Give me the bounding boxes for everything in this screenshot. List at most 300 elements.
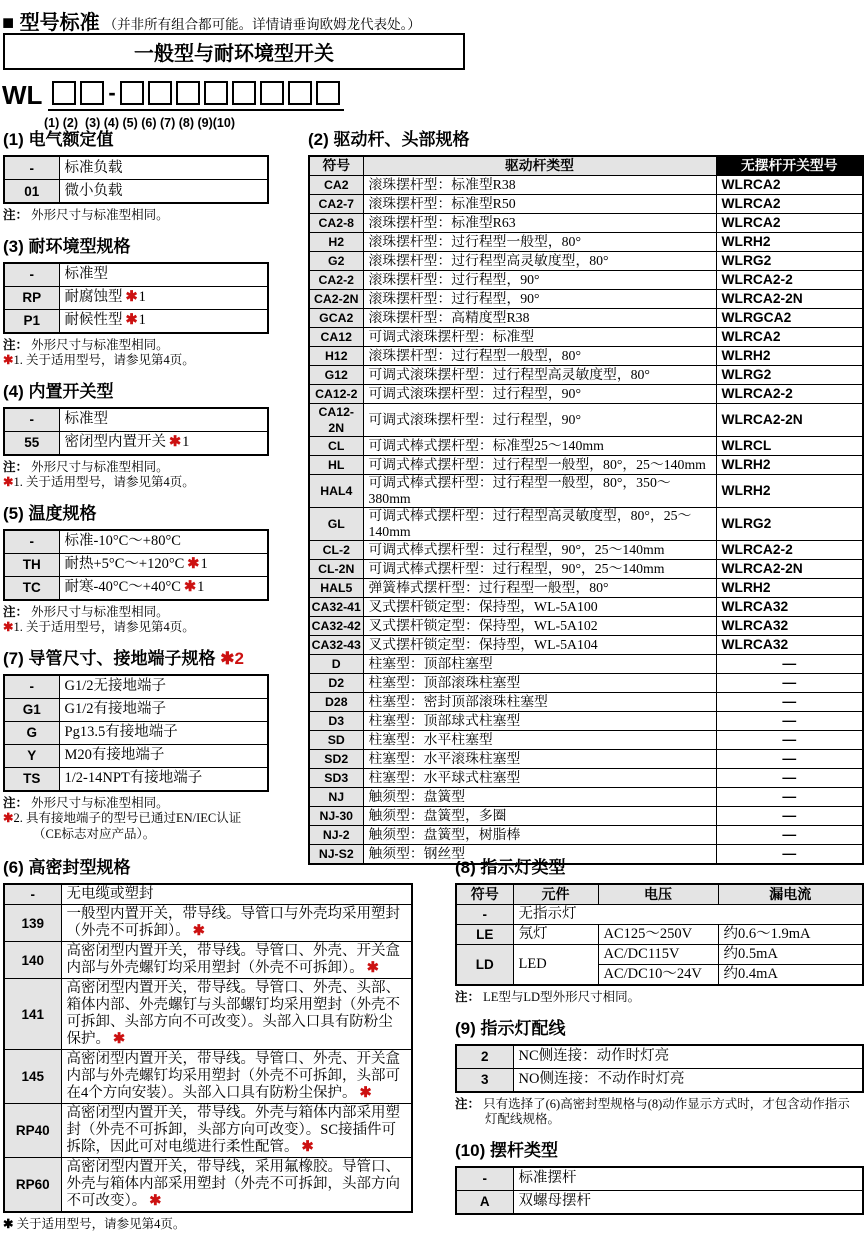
code-cell: - — [4, 408, 59, 432]
asterisk-number: 1 — [138, 289, 146, 305]
model-number-line — [2, 80, 344, 111]
text-segment: 外形尺寸与标准型相同。 — [28, 208, 169, 222]
value-cell: 触须型：盘簧型 — [363, 788, 716, 807]
page-title-note: （并非所有组合都可能。详情请垂询欧姆龙代表处。） — [103, 17, 421, 32]
table-row — [309, 156, 863, 176]
code-cell: RP60 — [4, 1158, 61, 1213]
value-cell: WLRCA2-2N — [716, 290, 863, 309]
code-cell: CL-2N — [309, 560, 363, 579]
value-cell: 柱塞型：水平柱塞型 — [363, 731, 716, 750]
code-cell: - — [4, 884, 61, 905]
table-row — [309, 456, 863, 475]
asterisk-marker: ✱ — [187, 556, 200, 572]
value-cell: WLRCA32 — [716, 598, 863, 617]
table-row — [4, 156, 268, 180]
note-line — [3, 811, 303, 827]
text-segment: 注： — [455, 990, 481, 1004]
table-row — [309, 271, 863, 290]
note-line — [3, 620, 303, 636]
value-cell: WLRH2 — [716, 456, 863, 475]
section-title-s2 — [308, 130, 862, 150]
note-line — [3, 353, 303, 369]
value-cell: 可调式棒式摆杆型：过行程型，90°，25～140mm — [363, 541, 716, 560]
code-cell: P1 — [4, 309, 59, 333]
code-cell: - — [4, 675, 59, 699]
section-s2 — [308, 130, 862, 865]
note-line — [3, 827, 303, 843]
text-segment: 注： — [3, 337, 29, 352]
value-cell: AC125～250V — [598, 925, 718, 945]
value-cell: 可调式滚珠摆杆型：过行程型高灵敏度型，80° — [363, 366, 716, 385]
asterisk-marker: ✱ — [149, 1193, 162, 1209]
value-cell: 可调式棒式摆杆型：过行程型一般型，80°，350～380mm — [363, 475, 716, 508]
section-title-s9 — [455, 1019, 862, 1039]
table-row — [309, 252, 863, 271]
table-row — [309, 290, 863, 309]
table-row — [4, 408, 268, 432]
table-row — [4, 576, 268, 600]
value-cell: 高密闭型内置开关，带导线。导管口、外壳、头部、箱体内部、外壳螺钉与头部螺钉均采用塑封（外壳不可拆卸、头部方向不可改变）。头部入口具有防粉尘保护。 ✱ — [61, 979, 412, 1050]
value-cell: 滚珠摆杆型：过行程型高灵敏度型，80° — [363, 252, 716, 271]
section-s6 — [3, 858, 415, 1233]
text-segment: 1. 关于适用型号，请参见第4页。 — [13, 620, 195, 634]
value-cell: WLRH2 — [716, 475, 863, 508]
value-cell: 耐候性型 ✱1 — [59, 309, 268, 333]
text-segment: 外形尺寸与标准型相同。 — [28, 337, 169, 352]
value-cell: — — [716, 807, 863, 826]
asterisk-marker: ✱ — [301, 1139, 314, 1155]
table-row — [4, 180, 268, 204]
text-segment: 1. 关于适用型号，请参见第4页。 — [13, 475, 195, 489]
table-row — [309, 617, 863, 636]
value-cell: 标准型 — [59, 263, 268, 287]
table-row — [309, 214, 863, 233]
value-cell: WLRCA2 — [716, 195, 863, 214]
value-cell: WLRCA2-2 — [716, 541, 863, 560]
section-title-s10 — [455, 1141, 862, 1161]
asterisk-marker: ✱ — [359, 1085, 372, 1101]
value-cell: — — [716, 693, 863, 712]
asterisk-marker: ✱ — [3, 620, 14, 634]
value-cell: WLRCA2-2 — [716, 385, 863, 404]
table-row — [4, 721, 268, 744]
text-segment: ✱ — [3, 1217, 14, 1231]
text-segment: (6) 高密封型规格 — [3, 858, 131, 877]
note-line — [3, 1217, 415, 1233]
asterisk-marker: ✱ — [125, 312, 138, 328]
text-segment: (4) 内置开关型 — [3, 381, 114, 401]
model-digit-box — [232, 81, 256, 105]
code-cell: GL — [309, 508, 363, 541]
header-cell: 漏电流 — [718, 884, 863, 905]
value-cell: Pg13.5有接地端子 — [59, 721, 268, 744]
text-segment: 外形尺寸与标准型相同。 — [28, 604, 169, 619]
value-cell: 可调式棒式摆杆型：标准型25～140mm — [363, 437, 716, 456]
table-row — [309, 309, 863, 328]
table-row — [309, 807, 863, 826]
table-s10 — [455, 1166, 864, 1215]
section-notes-s9 — [455, 1097, 862, 1128]
code-cell: - — [456, 905, 513, 925]
table-row — [4, 884, 412, 905]
table-row — [4, 1104, 412, 1158]
value-cell: 无电缆或塑封 — [61, 884, 412, 905]
value-cell: 滚珠摆杆型：过行程型，90° — [363, 271, 716, 290]
code-cell: - — [456, 1167, 513, 1191]
table-row — [309, 176, 863, 195]
value-cell: 微小负载 — [59, 180, 268, 204]
table-row — [456, 1190, 863, 1214]
value-cell: 柱塞型：密封顶部滚珠柱塞型 — [363, 693, 716, 712]
category-banner-label: 一般型与耐环境型开关 — [134, 43, 334, 65]
value-cell: — — [716, 769, 863, 788]
code-cell: Y — [4, 744, 59, 767]
code-cell: H2 — [309, 233, 363, 252]
value-cell: WLRCA2-2 — [716, 271, 863, 290]
code-cell: 140 — [4, 942, 61, 979]
table-row — [456, 1045, 863, 1069]
table-row — [4, 675, 268, 699]
header-cell: 电压 — [598, 884, 718, 905]
table-row — [309, 788, 863, 807]
section-s1 — [3, 130, 303, 224]
code-cell: D28 — [309, 693, 363, 712]
model-prefix: WL — [2, 80, 43, 110]
code-cell: D2 — [309, 674, 363, 693]
table-row — [309, 674, 863, 693]
table-row — [309, 826, 863, 845]
page-title: ■ 型号标准 — [2, 12, 100, 34]
code-cell: A — [456, 1190, 513, 1214]
value-cell: 1/2-14NPT有接地端子 — [59, 767, 268, 791]
value-cell: 滚珠摆杆型：标准型R63 — [363, 214, 716, 233]
table-row — [4, 530, 268, 554]
code-cell: TC — [4, 576, 59, 600]
header-cell: 符号 — [456, 884, 513, 905]
value-cell: WLRCL — [716, 437, 863, 456]
table-row — [4, 905, 412, 942]
code-cell: CA2 — [309, 176, 363, 195]
section-notes-s1 — [3, 208, 303, 224]
text-segment: 注： — [3, 795, 29, 810]
value-cell: WLRGCA2 — [716, 309, 863, 328]
code-cell: HAL5 — [309, 579, 363, 598]
table-row — [309, 366, 863, 385]
table-s8 — [455, 883, 864, 986]
value-cell: 触须型：盘簧型，树脂棒 — [363, 826, 716, 845]
code-cell: SD2 — [309, 750, 363, 769]
asterisk-marker: ✱ — [3, 811, 14, 825]
table-row — [309, 579, 863, 598]
table-s5 — [3, 529, 269, 601]
value-cell: NC侧连接：动作时灯亮 — [513, 1045, 863, 1069]
code-cell: LE — [456, 925, 513, 945]
code-cell: D — [309, 655, 363, 674]
table-row — [4, 979, 412, 1050]
value-cell: 滚珠摆杆型：过行程型一般型，80° — [363, 347, 716, 366]
note-line — [3, 605, 303, 621]
table-row — [456, 1068, 863, 1092]
value-cell: 柱塞型：水平球式柱塞型 — [363, 769, 716, 788]
section-title-s3 — [3, 237, 303, 257]
value-cell: 约0.6～1.9mA — [718, 925, 863, 945]
table-s2 — [308, 155, 864, 865]
section-s9 — [455, 1019, 862, 1128]
text-segment: (10) 摆杆类型 — [455, 1140, 558, 1160]
table-s6 — [3, 883, 413, 1213]
table-row — [309, 750, 863, 769]
value-cell: 氖灯 — [513, 925, 598, 945]
value-cell: 滚珠摆杆型：标准型R38 — [363, 176, 716, 195]
code-cell: TH — [4, 553, 59, 576]
code-cell: SD3 — [309, 769, 363, 788]
table-row — [309, 195, 863, 214]
text-segment: 外形尺寸与标准型相同。 — [28, 459, 169, 474]
value-cell: 标准-10°C～+80°C — [59, 530, 268, 554]
section-notes-s4 — [3, 460, 303, 491]
value-cell: WLRH2 — [716, 347, 863, 366]
value-cell: 叉式摆杆锁定型：保持型，WL-5A104 — [363, 636, 716, 655]
code-cell: CA12-2N — [309, 404, 363, 437]
model-digit-box — [148, 81, 172, 105]
table-row — [309, 731, 863, 750]
value-cell: 高密闭型内置开关，带导线。外壳与箱体内部采用塑封（外壳不可拆卸，头部方向可改变）。SC接插件可拆除，因此可对电缆进行柔性配管。 ✱ — [61, 1104, 412, 1158]
section-s4 — [3, 382, 303, 491]
code-cell: HL — [309, 456, 363, 475]
text-segment: 只有选择了(6)高密封型规格与(8)动作显示方式时，才包含动作指示灯配线规格。 — [480, 1096, 850, 1126]
section-title-s7 — [3, 649, 303, 669]
value-cell: 滚珠摆杆型：标准型R50 — [363, 195, 716, 214]
value-cell: 可调式棒式摆杆型：过行程型高灵敏度型，80°，25～140mm — [363, 508, 716, 541]
header-cell: 符号 — [309, 156, 363, 176]
value-cell: WLRG2 — [716, 508, 863, 541]
code-cell: CA32-42 — [309, 617, 363, 636]
model-digit-labels: (1) (2) (3) (4) (5) (6) (7) (8) (9)(10) — [44, 116, 235, 130]
table-row — [4, 942, 412, 979]
section-title-s5 — [3, 504, 303, 524]
block-top-left — [3, 130, 303, 855]
value-cell: — — [716, 845, 863, 865]
table-row — [309, 655, 863, 674]
text-segment: (8) 指示灯类型 — [455, 858, 566, 877]
code-cell: NJ — [309, 788, 363, 807]
value-cell: 高密闭型内置开关，带导线，采用氟橡胶。导管口、外壳与箱体内部采用塑封（外壳不可拆卸，头部方向不可改变）。 ✱ — [61, 1158, 412, 1213]
model-digit-box — [260, 81, 284, 105]
table-row — [4, 309, 268, 333]
value-cell: G1/2有接地端子 — [59, 698, 268, 721]
code-cell: 01 — [4, 180, 59, 204]
value-cell: 柱塞型：顶部柱塞型 — [363, 655, 716, 674]
asterisk-marker: ✱ — [192, 923, 205, 939]
value-cell: 标准摆杆 — [513, 1167, 863, 1191]
code-cell: NJ-S2 — [309, 845, 363, 865]
table-s7 — [3, 674, 269, 792]
value-cell: 滚珠摆杆型：高精度型R38 — [363, 309, 716, 328]
code-cell: LD — [456, 945, 513, 986]
section-s8 — [455, 858, 862, 1006]
block-bottom-right — [455, 858, 862, 1228]
text-segment: LE型与LD型外形尺寸相同。 — [480, 990, 641, 1004]
text-segment: （CE标志对应产品）。 — [33, 826, 156, 841]
value-cell: 柱塞型：顶部滚珠柱塞型 — [363, 674, 716, 693]
value-cell: WLRCA32 — [716, 636, 863, 655]
code-cell: CA12 — [309, 328, 363, 347]
code-cell: GCA2 — [309, 309, 363, 328]
text-segment: 1. 关于适用型号，请参见第4页。 — [13, 353, 195, 367]
code-cell: 55 — [4, 431, 59, 455]
section-title-s1 — [3, 130, 303, 150]
value-cell: — — [716, 674, 863, 693]
header-cell: 驱动杆类型 — [363, 156, 716, 176]
code-cell: - — [4, 530, 59, 554]
table-row — [309, 541, 863, 560]
value-cell: WLRCA2-2N — [716, 404, 863, 437]
value-cell: 高密闭型内置开关，带导线。导管口、外壳、开关盒内部与外壳螺钉均采用塑封（外壳不可拆卸，头部可在4个方向安装）。头部入口具有防粉尘保护。 ✱ — [61, 1050, 412, 1104]
value-cell: 滚珠摆杆型：过行程型，90° — [363, 290, 716, 309]
section-s10 — [455, 1141, 862, 1215]
value-cell: 可调式滚珠摆杆型：过行程型，90° — [363, 385, 716, 404]
value-cell: 可调式棒式摆杆型：过行程型，90°，25～140mm — [363, 560, 716, 579]
value-cell: WLRCA2 — [716, 176, 863, 195]
section-s5 — [3, 504, 303, 636]
table-row — [4, 286, 268, 309]
value-cell: 柱塞型：顶部球式柱塞型 — [363, 712, 716, 731]
value-cell: 可调式滚珠摆杆型：标准型 — [363, 328, 716, 347]
text-segment: (7) 导管尺寸、接地端子规格 — [3, 648, 221, 668]
section-notes-s6 — [3, 1217, 415, 1233]
table-row — [309, 693, 863, 712]
value-cell: AC/DC10～24V — [598, 965, 718, 986]
value-cell: 耐热+5°C～+120°C ✱1 — [59, 553, 268, 576]
value-cell: 标准型 — [59, 408, 268, 432]
table-s1 — [3, 155, 269, 204]
value-cell: — — [716, 655, 863, 674]
value-cell: 无指示灯 — [513, 905, 863, 925]
text-segment: 注： — [3, 604, 29, 619]
code-cell: - — [4, 263, 59, 287]
table-row — [456, 884, 863, 905]
code-cell: SD — [309, 731, 363, 750]
section-notes-s3 — [3, 338, 303, 369]
table-row — [309, 385, 863, 404]
section-s7 — [3, 649, 303, 843]
section-notes-s5 — [3, 605, 303, 636]
header-cell: 无摆杆开关型号 — [716, 156, 863, 176]
model-digit-box — [288, 81, 312, 105]
code-cell: HAL4 — [309, 475, 363, 508]
note-line — [3, 475, 303, 491]
table-row — [309, 560, 863, 579]
asterisk-marker: ✱ — [169, 434, 182, 450]
asterisk-number: 1 — [200, 556, 208, 572]
asterisk-marker: ✱ — [113, 1031, 126, 1047]
table-row — [309, 328, 863, 347]
table-row — [309, 233, 863, 252]
value-cell: 可调式滚珠摆杆型：过行程型，90° — [363, 404, 716, 437]
table-row — [309, 712, 863, 731]
table-row — [309, 769, 863, 788]
asterisk-number: 1 — [197, 579, 205, 595]
note-line — [3, 460, 303, 476]
value-cell: LED — [513, 945, 598, 986]
code-cell: CA2-8 — [309, 214, 363, 233]
code-cell: G12 — [309, 366, 363, 385]
asterisk-marker: ✱ — [3, 353, 14, 367]
section-title-s6 — [3, 858, 415, 878]
table-s4 — [3, 407, 269, 456]
value-cell: WLRG2 — [716, 366, 863, 385]
table-row — [4, 263, 268, 287]
table-row — [309, 404, 863, 437]
value-cell: WLRCA32 — [716, 617, 863, 636]
asterisk-marker: ✱2 — [220, 648, 244, 668]
model-digit-box — [80, 81, 104, 105]
asterisk-number: 1 — [182, 434, 190, 450]
table-row — [4, 1050, 412, 1104]
model-boxes — [48, 80, 343, 111]
code-cell: TS — [4, 767, 59, 791]
code-cell: CL — [309, 437, 363, 456]
table-row — [456, 925, 863, 945]
text-segment: 关于适用型号，请参见第4页。 — [13, 1217, 186, 1231]
value-cell: AC/DC115V — [598, 945, 718, 965]
table-row — [309, 598, 863, 617]
value-cell: — — [716, 712, 863, 731]
model-digit-box — [204, 81, 228, 105]
code-cell: D3 — [309, 712, 363, 731]
code-cell: G1 — [4, 698, 59, 721]
asterisk-marker: ✱ — [3, 475, 14, 489]
code-cell: CA12-2 — [309, 385, 363, 404]
table-row — [456, 905, 863, 925]
table-s9 — [455, 1044, 864, 1093]
value-cell: G1/2无接地端子 — [59, 675, 268, 699]
text-segment: (9) 指示灯配线 — [455, 1018, 566, 1038]
value-cell: — — [716, 788, 863, 807]
value-cell: 约0.4mA — [718, 965, 863, 986]
model-digit-box — [52, 81, 76, 105]
note-line — [3, 338, 303, 354]
code-cell: 145 — [4, 1050, 61, 1104]
value-cell: WLRCA2 — [716, 214, 863, 233]
value-cell: 标准负载 — [59, 156, 268, 180]
value-cell: 滚珠摆杆型：过行程型一般型，80° — [363, 233, 716, 252]
table-row — [456, 945, 863, 965]
section-s3 — [3, 237, 303, 369]
value-cell: M20有接地端子 — [59, 744, 268, 767]
table-row — [456, 1167, 863, 1191]
code-cell: - — [4, 156, 59, 180]
text-segment: (1) 电气额定值 — [3, 130, 114, 149]
note-line — [3, 208, 303, 224]
value-cell: — — [716, 826, 863, 845]
code-cell: H12 — [309, 347, 363, 366]
code-cell: CA2-7 — [309, 195, 363, 214]
value-cell: 叉式摆杆锁定型：保持型，WL-5A102 — [363, 617, 716, 636]
value-cell: 双螺母摆杆 — [513, 1190, 863, 1214]
code-cell: G2 — [309, 252, 363, 271]
note-line — [455, 1097, 862, 1128]
table-row — [309, 508, 863, 541]
table-row — [309, 347, 863, 366]
value-cell: — — [716, 731, 863, 750]
value-cell: 一般型内置开关，带导线。导管口与外壳均采用塑封（外壳不可拆卸）。 ✱ — [61, 905, 412, 942]
header-cell: 元件 — [513, 884, 598, 905]
value-cell: 约0.5mA — [718, 945, 863, 965]
value-cell: 弹簧棒式摆杆型：过行程型一般型，80° — [363, 579, 716, 598]
note-line — [3, 796, 303, 812]
section-title-s4 — [3, 382, 303, 402]
